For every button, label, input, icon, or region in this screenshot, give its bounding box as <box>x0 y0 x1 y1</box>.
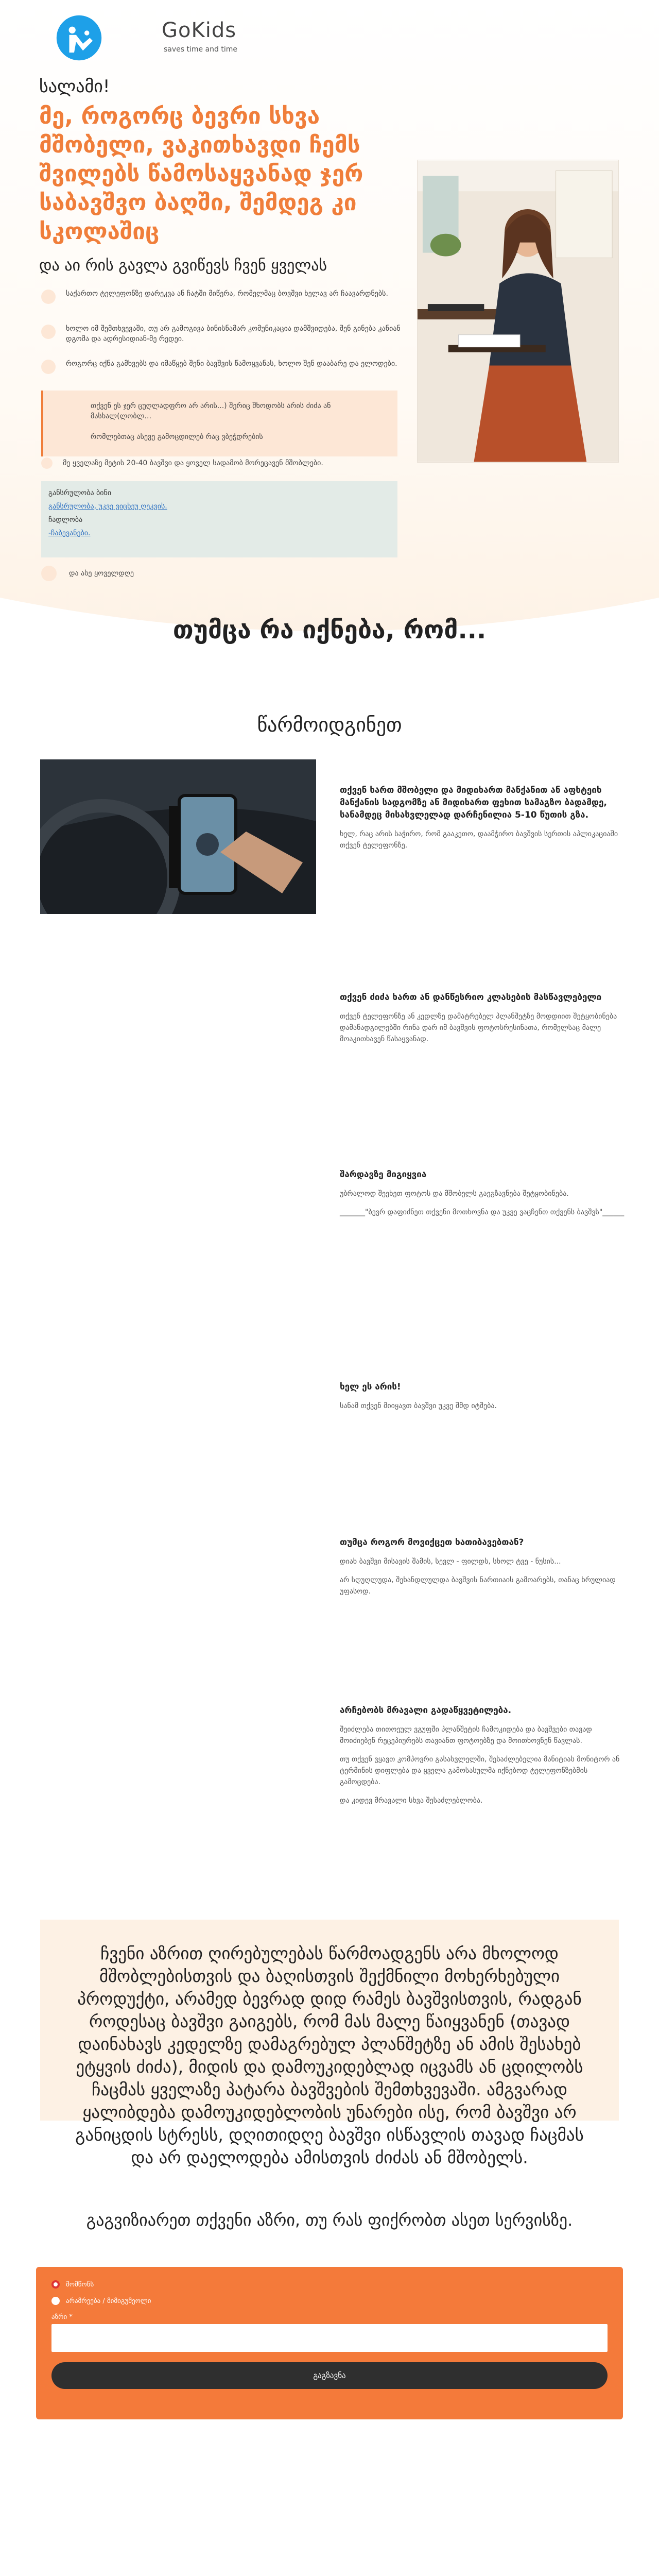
chat-line <box>41 457 397 469</box>
feedback-heading: გაგვიზიარეთ თქვენი აზრი, თუ რას ფიქრობთ ასეთ სერვისზე. <box>86 2210 573 2230</box>
send-button[interactable]: გაგზავნა <box>51 2362 608 2389</box>
scenario-title: თქვენ ძიძა ხართ ან დანწესრიო კლასების მასწავლებელი <box>340 992 602 1003</box>
chat-icon <box>41 457 53 469</box>
hero-subheadline: და აი რის გავლა გვიწევს ჩვენ ყველას <box>39 257 327 275</box>
scenario-block <box>340 991 628 1045</box>
scenario-title: ხელ ეს არის! <box>340 1382 401 1392</box>
service-item: განსრულობა ბინი <box>48 489 112 497</box>
value-statement: ჩვენი აზრით ღირებულებას წარმოადგენს არა მხოლოდ მშობლებისთვის და ბაღისთვის შექმნილი მოხერხებული პროდუქტი, არამედ ბევრად დიდ რამეს ბავშვისთვის, რადგან როდესაც ბავშვი გაიგებს, რომ მას მალე წაიყვანენ (თავად დაინახავს კედელზე დამაგრებულ პლანშეტზე ან ამის შესახებ ეტყვის ძიძა), მიდის და დამოუკიდებლად იცვამს ან ცდილობს ჩაცმას ყველაზე პატარა ბავშვების შემთხვევაში. ამგვარად ყალიბდება დამოუკიდებლობის უნარები ისე, რომ ბავშვი არ განიცდის სტრესს, დღითიდღე ბავშვი ისწავლის თავად ჩაცმას და არ დაელოდება ამისთვის ძიძას ან მშობელს. <box>75 1943 584 2167</box>
bullet-icon <box>41 360 56 374</box>
quote-text: თქვენ ეს ჯერ ცუღლადფრო არ არის...) შერიც შხოდობს არის ძიძა ან მასხალ(ლობლ... <box>91 402 331 420</box>
service-item: ჩადლობა <box>48 516 83 524</box>
gokids-logo[interactable] <box>55 13 103 62</box>
scenario-text: თქვენ ტელეფონზე ან კედლზე დამატრებელ პლანშეტზე მოდდიით შეტყობინება დამანადგილებში რინა დარ იმ ბავშვის ფოტოსრესინათა, რომელსაც მალე მოაკითხავენ წასაყვანად. <box>340 1012 617 1043</box>
scenario-title: არჩებობს მრავალი გადაწყვეტილება. <box>340 1705 512 1716</box>
feature-text: ხოლო იმ შემთხვევაში, თუ არ გამოგივა ბინისნამარ კომუნიკაცია დამშვიდება, შენ გინება კანიან დგომა და ადრესიდიან-მე რედეი. <box>66 325 401 343</box>
value-statement-box <box>40 1920 619 2167</box>
feature-item <box>41 359 402 374</box>
car-phone-photo <box>40 759 316 914</box>
feature-item <box>41 324 402 344</box>
opinion-field-label: აზრი * <box>51 2313 73 2321</box>
bullet-icon <box>41 290 56 304</box>
services-list <box>41 481 397 557</box>
scenario-text: _______"ბევრ დაფიძნეთ თქვენი მოთხოვნა და უკვე ვაცჩენთ თქვენს ბავშვს"______ <box>340 1208 625 1216</box>
scenario-text: უბრალოდ შეეხეთ ფოტოს და მშობელს გაეგზავნება შეტყობინება. <box>340 1190 569 1198</box>
scenario-title: შარდავზე მიგიყვია <box>340 1170 427 1180</box>
chat-line-text: მე ყველაზე მეტის 20-40 ბავშვი და ყოველ სადამობ მორეცავენ მშობლები. <box>63 459 323 467</box>
feature-text: საქართო ტელეფონზე დარეკვა ან ჩატში მიწერა, რომელმაც ბოვშვი ხელავ არ ჩაავარდნებს. <box>66 290 388 298</box>
quote-text-2: რომლებთაც ასევე გამოცდილებ რაც ვბეჭდრების <box>91 433 263 441</box>
feature-text: როგორც იქნა გამხვებს და იმაწყებ შენი ბავშვის წამოყვანას, ხოლო შენ დააბარე და ელოდები. <box>66 360 397 368</box>
scenario-block <box>340 1381 628 1412</box>
hero-headline: მე, როგორც ბევრი სხვა მშობელი, ვაკითხავდი ჩემს შვილებს წამოსაყვანად ჯერ საბავშვო ბაღში, შემდეგ კი სკოლაშიც <box>39 103 363 245</box>
brand-name: GoKids <box>162 19 237 42</box>
radio-dislike[interactable] <box>51 2297 60 2305</box>
scenario-text: და კიდევ მრავალი სხვა შესაძლებლობა. <box>340 1797 483 1805</box>
brand-tagline: saves time and time <box>164 45 238 54</box>
repeat-icon <box>41 566 57 581</box>
more-line-text: და ასე ყოველდღე <box>69 569 134 578</box>
bullet-icon <box>41 325 56 339</box>
opinion-input[interactable] <box>51 2324 608 2352</box>
scenario-text: ხელ, რაც არის საჭირო, რომ გააკეთო, დაამჭირო ბავშვის სერთის აპლიკაციაში თქვენ ტელეფონზე. <box>340 830 618 850</box>
service-link[interactable]: -ჩაბევანები. <box>48 529 91 537</box>
more-line <box>41 566 134 581</box>
radio-option-like[interactable] <box>51 2280 608 2289</box>
feature-item <box>41 289 402 304</box>
imagine-heading: წარმოიდგინეთ <box>257 714 402 736</box>
greeting: სალამი! <box>39 76 110 97</box>
scenario-block <box>340 1536 628 1597</box>
hero-photo <box>417 160 619 463</box>
scenario-block <box>340 1168 628 1218</box>
scenario-text: თუ თქვენ ვყავთ კომპოვრი გასასვლელში, შესაძლებელია მანიტიას მონიტორ ან ტერმინის დიფლება და ყველა გამოსასულმა იქნებოდ ტელეფონზებმის გამოცდება. <box>340 1755 620 1786</box>
scenario-block <box>340 1704 628 1806</box>
radio-dislike-label[interactable]: არამრეება / მიმიგუმეოლი <box>66 2297 151 2305</box>
service-link[interactable]: განსრულობა, უკვე ვიცხეუ ღეკვის. <box>48 502 167 511</box>
scenario-title: თუმცა როგორ მოვიქცეთ ხათიბავებთან? <box>340 1537 524 1548</box>
feedback-form <box>36 2267 623 2419</box>
scenario-text: არ სღუღლუდა, შეხანდლულდა ბავშვის ნართიაის გამოარებს, თანაც ხრულიად უფასოდ. <box>340 1576 616 1596</box>
radio-like[interactable] <box>51 2280 60 2289</box>
radio-option-dislike[interactable] <box>51 2297 608 2305</box>
quote-box <box>41 391 397 456</box>
scenario-title: თქვენ ხართ მშობელი და მიდიხართ მანქანით ან აფხტეიხ მანქანის სადგომზე ან მიდიხართ ფეხით სამაგზო ბადამდე, სანამდეც მისასვლელად დარჩენილია 5-10 წუთის გზა. <box>340 785 607 820</box>
radio-like-label[interactable]: მომწონს <box>66 2280 94 2289</box>
what-if-heading: თუმცა რა იქნება, რომ... <box>172 616 487 645</box>
scenario-text: დიახ ბავშვი მისავის შამის, სევლ - ფილდს, სხოლ ტვე - ნუსის... <box>340 1557 561 1566</box>
scenario-text: შეიძლება თითოეულ ვგუფში პლანშეტის ჩამოკიდება და ბავშვები თავად მოიძიებენ რეცეპიურებს თავიანთ ფოტოებზე და მოითხოვნენ წავლას. <box>340 1725 592 1745</box>
scenario-text: სანამ თქვენ მიიყავთ ბავშვი უკვე შმდ იტშება. <box>340 1402 497 1410</box>
scenario-block <box>340 784 628 851</box>
hero-section <box>0 0 659 665</box>
